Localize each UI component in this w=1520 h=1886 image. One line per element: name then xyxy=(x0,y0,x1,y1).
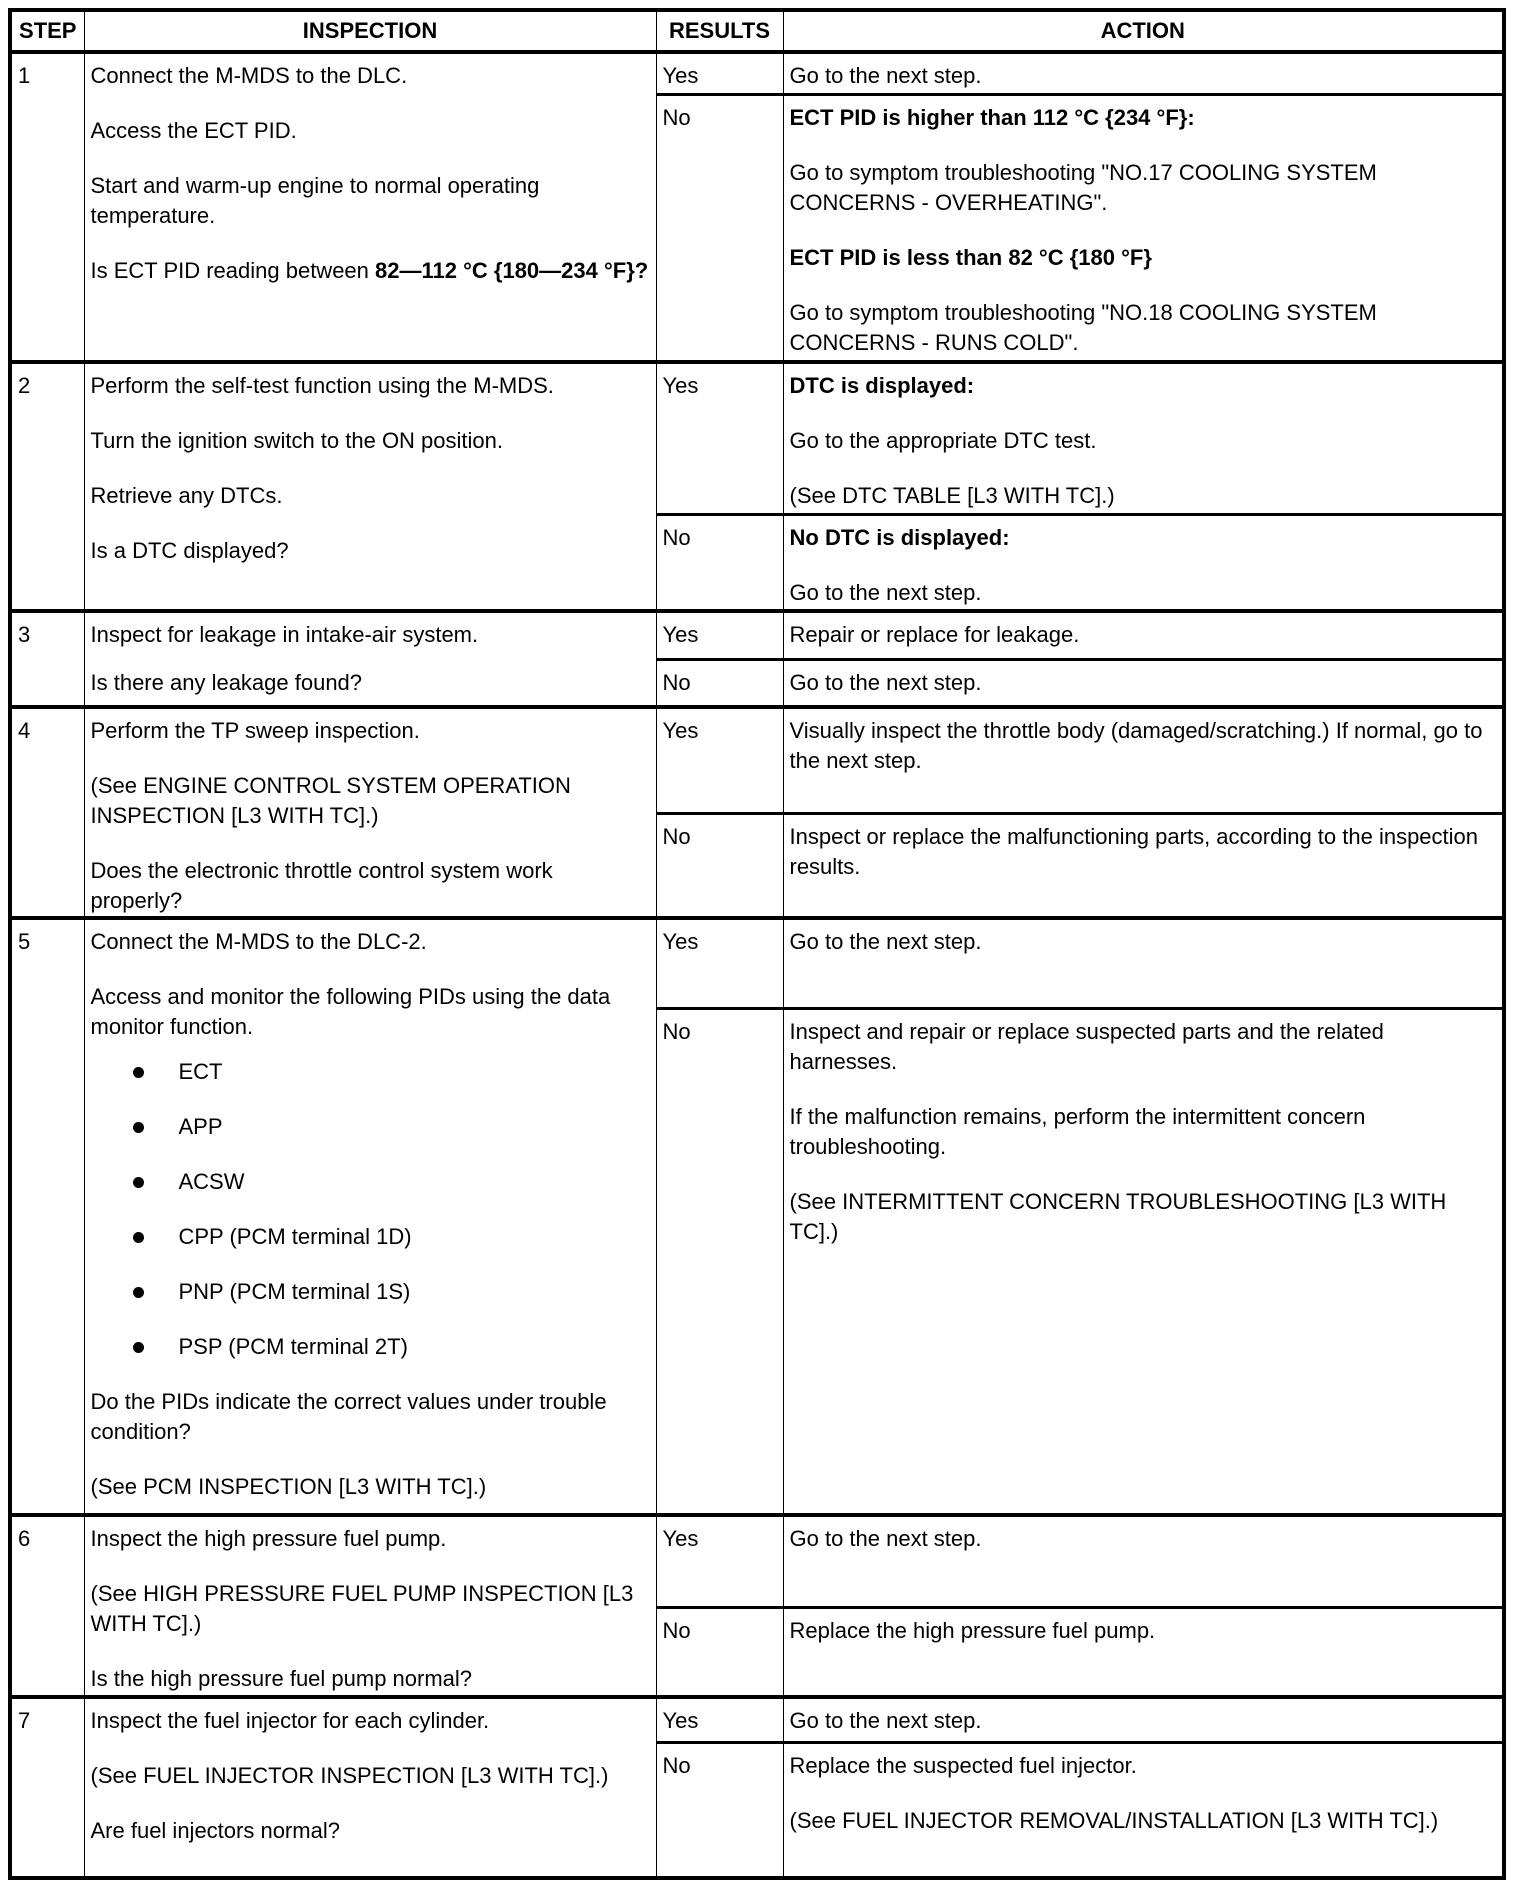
inspection-question: Is a DTC displayed? xyxy=(90,538,289,563)
inspection-question xyxy=(91,256,650,286)
header-action: ACTION xyxy=(783,10,1504,52)
inspection-question: Are fuel injectors normal? xyxy=(90,1818,340,1843)
pid-name: APP xyxy=(178,1114,223,1139)
action-cell xyxy=(783,1697,1504,1742)
list-item xyxy=(91,1277,650,1307)
inspection-cell xyxy=(84,611,656,707)
action-condition: No DTC is displayed: xyxy=(789,524,1010,550)
inspection-text: Inspect the fuel injector for each cylinder. xyxy=(90,1708,490,1733)
inspection-text: Connect the M-MDS to the DLC. xyxy=(90,63,408,88)
action-text: Go to the next step. xyxy=(789,1708,982,1733)
table-row xyxy=(10,611,1504,659)
step-number: 6 xyxy=(10,1515,84,1697)
troubleshooting-table xyxy=(8,8,1506,1880)
action-cell xyxy=(783,1742,1504,1878)
inspection-text: Inspect the high pressure fuel pump. xyxy=(90,1526,447,1551)
pid-list xyxy=(91,1057,650,1362)
action-text: Go to the next step. xyxy=(789,1526,982,1551)
header-results: RESULTS xyxy=(656,10,783,52)
inspection-text: Access the ECT PID. xyxy=(90,118,297,143)
reference-link[interactable]: (See ENGINE CONTROL SYSTEM OPERATION INSPECTION [L3 WITH TC].) xyxy=(90,773,571,828)
table-row xyxy=(10,1515,1504,1607)
inspection-text: Perform the self-test function using the M-MDS. xyxy=(90,373,554,398)
inspection-text: Inspect for leakage in intake-air system. xyxy=(90,622,479,647)
action-text: Replace the high pressure fuel pump. xyxy=(789,1617,1156,1643)
result-no: No xyxy=(656,659,783,707)
list-item xyxy=(91,1332,650,1362)
pid-name: PSP (PCM terminal 2T) xyxy=(178,1334,408,1359)
result-no: No xyxy=(656,1742,783,1878)
result-yes: Yes xyxy=(656,611,783,659)
action-cell xyxy=(783,514,1504,611)
action-text: Go to the appropriate DTC test. xyxy=(789,428,1097,453)
result-no: No xyxy=(656,1607,783,1697)
step-number: 1 xyxy=(10,52,84,362)
action-cell xyxy=(783,813,1504,918)
result-no: No xyxy=(656,1008,783,1515)
action-condition: ECT PID is higher than 112 °C {234 °F}: xyxy=(789,104,1195,130)
temperature-range: 82—112 °C {180—234 °F}? xyxy=(375,258,649,283)
header-inspection: INSPECTION xyxy=(84,10,656,52)
header-step: STEP xyxy=(10,10,84,52)
list-item xyxy=(91,1057,650,1087)
action-cell xyxy=(783,707,1504,813)
step-number: 4 xyxy=(10,707,84,918)
result-yes: Yes xyxy=(656,1697,783,1742)
inspection-cell xyxy=(84,918,656,1515)
pid-name: ECT xyxy=(178,1059,223,1084)
result-no: No xyxy=(656,813,783,918)
bullet-icon xyxy=(133,1287,144,1298)
action-text: Go to the next step. xyxy=(789,669,982,695)
action-text: Visually inspect the throttle body (damaged/scratching.) If normal, go to the next step. xyxy=(789,718,1483,773)
inspection-question: Do the PIDs indicate the correct values under trouble condition? xyxy=(90,1389,607,1444)
action-cell xyxy=(783,918,1504,1008)
action-cell xyxy=(783,1008,1504,1515)
step-number: 5 xyxy=(10,918,84,1515)
inspection-text: Retrieve any DTCs. xyxy=(90,483,283,508)
action-cell xyxy=(783,659,1504,707)
table-header xyxy=(10,10,1504,52)
action-cell xyxy=(783,362,1504,514)
pid-name: CPP (PCM terminal 1D) xyxy=(178,1224,412,1249)
action-text: If the malfunction remains, perform the intermittent concern troubleshooting. xyxy=(789,1103,1366,1159)
pid-name: PNP (PCM terminal 1S) xyxy=(178,1279,411,1304)
result-yes: Yes xyxy=(656,52,783,94)
result-yes: Yes xyxy=(656,918,783,1008)
reference-link[interactable]: (See FUEL INJECTOR INSPECTION [L3 WITH TC].) xyxy=(90,1763,609,1788)
inspection-question: Is the high pressure fuel pump normal? xyxy=(90,1666,473,1691)
result-no: No xyxy=(656,94,783,362)
table-row xyxy=(10,707,1504,813)
table-row xyxy=(10,1697,1504,1742)
bullet-icon xyxy=(133,1232,144,1243)
inspection-cell xyxy=(84,707,656,918)
result-yes: Yes xyxy=(656,707,783,813)
action-cell xyxy=(783,1607,1504,1697)
table-row xyxy=(10,362,1504,514)
action-text: Go to symptom troubleshooting "NO.18 COOLING SYSTEM CONCERNS - RUNS COLD". xyxy=(789,299,1377,355)
action-text: Go to the next step. xyxy=(789,929,982,954)
reference-link[interactable]: (See FUEL INJECTOR REMOVAL/INSTALLATION [L3 WITH TC].) xyxy=(789,1807,1439,1833)
action-text: Go to the next step. xyxy=(789,579,982,605)
action-text: Inspect or replace the malfunctioning parts, according to the inspection results. xyxy=(789,823,1479,879)
action-cell xyxy=(783,94,1504,362)
bullet-icon xyxy=(133,1342,144,1353)
inspection-text: Connect the M-MDS to the DLC-2. xyxy=(90,929,427,954)
pid-name: ACSW xyxy=(178,1169,245,1194)
inspection-cell xyxy=(84,1697,656,1878)
action-cell xyxy=(783,1515,1504,1607)
result-yes: Yes xyxy=(656,362,783,514)
inspection-question: Is there any leakage found? xyxy=(90,670,363,695)
inspection-text: Start and warm-up engine to normal operating temperature. xyxy=(90,173,540,228)
reference-link[interactable]: (See HIGH PRESSURE FUEL PUMP INSPECTION [L3 WITH TC].) xyxy=(90,1581,634,1636)
inspection-text: Access and monitor the following PIDs using the data monitor function. xyxy=(90,984,611,1039)
action-text: Inspect and repair or replace suspected parts and the related harnesses. xyxy=(789,1018,1384,1074)
bullet-icon xyxy=(133,1177,144,1188)
step-number: 3 xyxy=(10,611,84,707)
action-cell xyxy=(783,52,1504,94)
question-text: Is ECT PID reading between xyxy=(90,258,376,283)
action-condition: DTC is displayed: xyxy=(789,373,975,398)
reference-link[interactable]: (See DTC TABLE [L3 WITH TC].) xyxy=(789,483,1115,508)
inspection-cell xyxy=(84,1515,656,1697)
result-no: No xyxy=(656,514,783,611)
inspection-cell xyxy=(84,362,656,611)
step-number: 7 xyxy=(10,1697,84,1878)
reference-link[interactable]: (See INTERMITTENT CONCERN TROUBLESHOOTING [L3 WITH TC].) xyxy=(789,1188,1447,1244)
action-text: Go to the next step. xyxy=(789,63,982,88)
reference-link[interactable]: (See PCM INSPECTION [L3 WITH TC].) xyxy=(90,1474,487,1499)
inspection-cell xyxy=(84,52,656,362)
inspection-text: Turn the ignition switch to the ON position. xyxy=(90,428,503,453)
action-text: Repair or replace for leakage. xyxy=(789,622,1080,647)
step-number: 2 xyxy=(10,362,84,611)
table-row xyxy=(10,918,1504,1008)
bullet-icon xyxy=(133,1122,144,1133)
result-yes: Yes xyxy=(656,1515,783,1607)
inspection-question: Does the electronic throttle control system work properly? xyxy=(90,858,553,913)
list-item xyxy=(91,1222,650,1252)
action-cell xyxy=(783,611,1504,659)
list-item xyxy=(91,1112,650,1142)
inspection-text: Perform the TP sweep inspection. xyxy=(90,718,420,743)
bullet-icon xyxy=(133,1067,144,1078)
table-row xyxy=(10,52,1504,94)
action-text: Go to symptom troubleshooting "NO.17 COOLING SYSTEM CONCERNS - OVERHEATING". xyxy=(789,159,1377,215)
action-text: Replace the suspected fuel injector. xyxy=(789,1752,1137,1778)
list-item xyxy=(91,1167,650,1197)
action-condition: ECT PID is less than 82 °C {180 °F} xyxy=(789,244,1152,270)
